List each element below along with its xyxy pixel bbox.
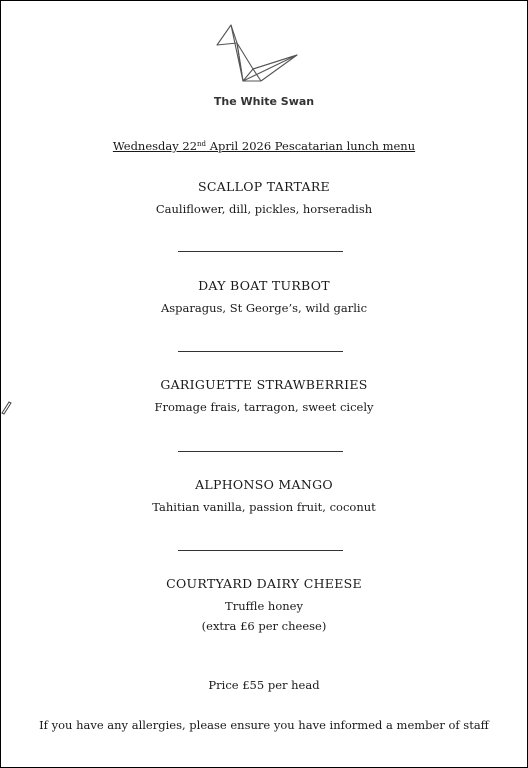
course-name: SCALLOP TARTARE bbox=[198, 179, 330, 194]
course-mango bbox=[1, 477, 527, 517]
course-turbot bbox=[1, 278, 527, 318]
course-description: Fromage frais, tarragon, sweet cicely bbox=[154, 400, 374, 414]
course-name: DAY BOAT TURBOT bbox=[198, 278, 330, 293]
course-divider bbox=[178, 351, 343, 352]
course-divider bbox=[178, 451, 343, 452]
course-name: GARIGUETTE STRAWBERRIES bbox=[160, 377, 368, 392]
course-divider bbox=[178, 550, 343, 551]
course-strawberries bbox=[1, 377, 527, 417]
course-cheese bbox=[1, 576, 527, 636]
course-description: Cauliflower, dill, pickles, horseradish bbox=[155, 202, 373, 216]
course-description: Tahitian vanilla, passion fruit, coconut bbox=[152, 500, 376, 514]
menu-title-date: Wednesday 22 bbox=[112, 139, 198, 153]
menu-title-ordinal: nd bbox=[197, 140, 207, 148]
pen-mark-icon bbox=[0, 399, 12, 415]
menu-title bbox=[1, 139, 527, 153]
menu-title-rest: April 2026 Pescatarian lunch menu bbox=[206, 139, 416, 153]
course-description: Truffle honey bbox=[225, 599, 303, 613]
course-note: (extra £6 per cheese) bbox=[201, 619, 327, 633]
allergy-notice: If you have any allergies, please ensure you have informed a member of staff bbox=[39, 718, 489, 732]
course-name: ALPHONSO MANGO bbox=[195, 477, 333, 492]
restaurant-name: The White Swan bbox=[213, 95, 315, 108]
origami-swan-icon bbox=[213, 21, 303, 91]
course-description: Asparagus, St George’s, wild garlic bbox=[160, 301, 368, 315]
course-scallop bbox=[1, 179, 527, 219]
price-per-head: Price £55 per head bbox=[208, 678, 320, 692]
course-name: COURTYARD DAIRY CHEESE bbox=[166, 576, 362, 591]
course-divider bbox=[178, 251, 343, 252]
